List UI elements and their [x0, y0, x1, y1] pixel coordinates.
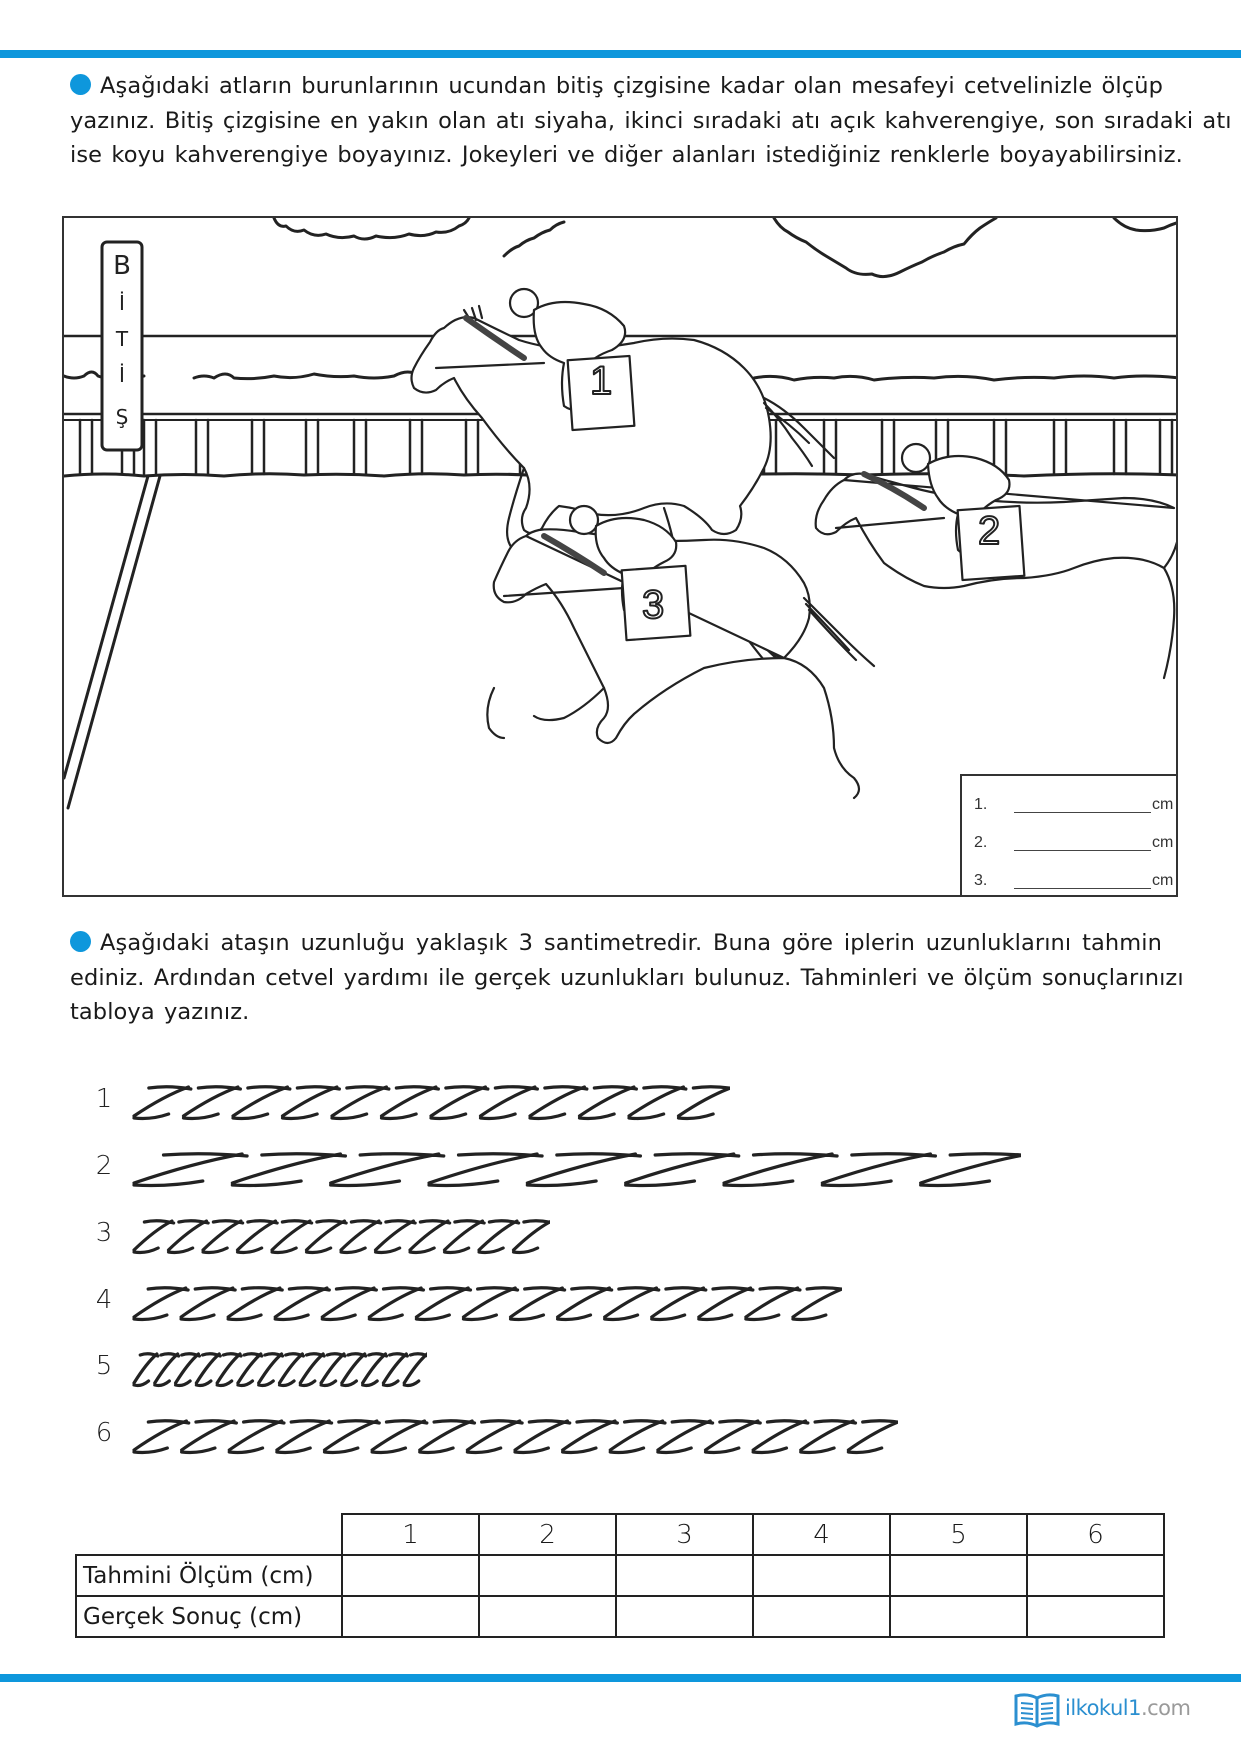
finish-letter: T	[115, 327, 129, 351]
task2-line: tabloya yazınız.	[70, 999, 250, 1025]
answer-label: 1.	[974, 796, 988, 813]
finish-line-right	[68, 476, 160, 808]
actual-cell-3[interactable]	[616, 1596, 753, 1637]
answer-row-3	[974, 872, 1174, 894]
row-label: Gerçek Sonuç (cm)	[76, 1596, 342, 1637]
bullet-icon	[70, 74, 91, 95]
rope-label: 1	[95, 1084, 113, 1114]
finish-letter: İ	[119, 291, 125, 315]
finish-line-left	[64, 476, 148, 778]
rope-2	[132, 1149, 1021, 1189]
rope-strands	[134, 1288, 842, 1320]
actual-cell-2[interactable]	[479, 1596, 616, 1637]
top-accent-bar	[0, 50, 1241, 58]
task2-line: ediniz. Ardından cetvel yardımı ile gerçek uzunlukları bulunuz. Tahminleri ve ölçüm sonuçlarınızı	[70, 964, 1184, 991]
rope-strands	[134, 1221, 550, 1253]
rope-strands	[134, 1354, 427, 1386]
horse-3-number: 3	[642, 583, 665, 627]
horse-3	[487, 506, 874, 798]
answer-input-1[interactable]	[1014, 812, 1151, 813]
finish-letter: Ş	[115, 405, 129, 429]
finish-letter: B	[113, 251, 131, 281]
horse-2-number: 2	[978, 509, 1001, 553]
finish-letter: İ	[119, 363, 125, 387]
table-row-estimate	[76, 1555, 1164, 1596]
table-header-row	[76, 1514, 1164, 1555]
table-corner	[76, 1514, 342, 1555]
row-label: Tahmini Ölçüm (cm)	[76, 1555, 342, 1596]
rope-label: 5	[95, 1351, 113, 1381]
estimate-cell-1[interactable]	[342, 1555, 479, 1596]
horse-1-number: 1	[590, 359, 613, 403]
table-row-actual	[76, 1596, 1164, 1637]
table-col-header: 5	[890, 1514, 1027, 1555]
task2-instructions	[70, 926, 1184, 1030]
tree-canopy-far-right	[1114, 218, 1178, 231]
answer-unit: cm	[1152, 834, 1174, 851]
results-table	[75, 1513, 1165, 1638]
bottom-accent-bar	[0, 1674, 1241, 1682]
task1-line: ise koyu kahverengiye boyayınız. Jokeyleri ve diğer alanları istediğiniz renklerle boyayabilirsiniz.	[70, 142, 1183, 168]
rope-5	[132, 1349, 427, 1389]
task1-instructions	[70, 69, 1232, 173]
rope-6	[132, 1416, 898, 1456]
estimate-cell-3[interactable]	[616, 1555, 753, 1596]
estimate-cell-6[interactable]	[1027, 1555, 1164, 1596]
actual-cell-4[interactable]	[753, 1596, 890, 1637]
rope-strands	[134, 1421, 898, 1453]
table-col-header: 6	[1027, 1514, 1164, 1555]
tree-canopy-left	[274, 218, 469, 239]
rope-label: 2	[95, 1151, 113, 1181]
estimate-cell-2[interactable]	[479, 1555, 616, 1596]
answer-label: 3.	[974, 872, 988, 889]
rope-4	[132, 1283, 842, 1323]
rope-1	[132, 1082, 730, 1122]
bullet-icon	[70, 931, 91, 952]
logo-text: ilkokul1.com	[1065, 1696, 1191, 1720]
table-col-header: 2	[479, 1514, 616, 1555]
site-logo	[1013, 1690, 1213, 1730]
answer-box	[960, 774, 1178, 897]
answer-input-3[interactable]	[1014, 888, 1151, 889]
table-col-header: 3	[616, 1514, 753, 1555]
open-book-icon	[1013, 1690, 1061, 1730]
rope-3	[132, 1216, 550, 1256]
rope-strands	[134, 1087, 730, 1119]
task1-line: yazınız. Bitiş çizgisine en yakın olan atı siyaha, ikinci sıradaki atı açık kahverengiye, son sıradaki atı	[70, 107, 1232, 134]
estimate-cell-4[interactable]	[753, 1555, 890, 1596]
actual-cell-5[interactable]	[890, 1596, 1027, 1637]
tree-canopy-center	[504, 222, 564, 256]
table-col-header: 4	[753, 1514, 890, 1555]
task2-line: Aşağıdaki ataşın uzunluğu yaklaşık 3 santimetredir. Buna göre iplerin uzunluklarını tahmin	[70, 926, 1162, 961]
answer-unit: cm	[1152, 796, 1174, 813]
tree-canopy-right	[774, 218, 996, 277]
answer-row-1	[974, 796, 1174, 818]
horse-race-illustration	[62, 216, 1178, 897]
answer-row-2	[974, 834, 1174, 856]
answer-label: 2.	[974, 834, 988, 851]
rope-strands	[134, 1154, 1021, 1186]
actual-cell-1[interactable]	[342, 1596, 479, 1637]
rope-label: 4	[95, 1285, 113, 1315]
rope-label: 6	[95, 1418, 113, 1448]
actual-cell-6[interactable]	[1027, 1596, 1164, 1637]
estimate-cell-5[interactable]	[890, 1555, 1027, 1596]
rope-label: 3	[95, 1218, 113, 1248]
answer-unit: cm	[1152, 872, 1174, 889]
table-col-header: 1	[342, 1514, 479, 1555]
task1-line: Aşağıdaki atların burunlarının ucundan bitiş çizgisine kadar olan mesafeyi cetvelinizle ölçüp	[70, 69, 1162, 104]
answer-input-2[interactable]	[1014, 850, 1151, 851]
